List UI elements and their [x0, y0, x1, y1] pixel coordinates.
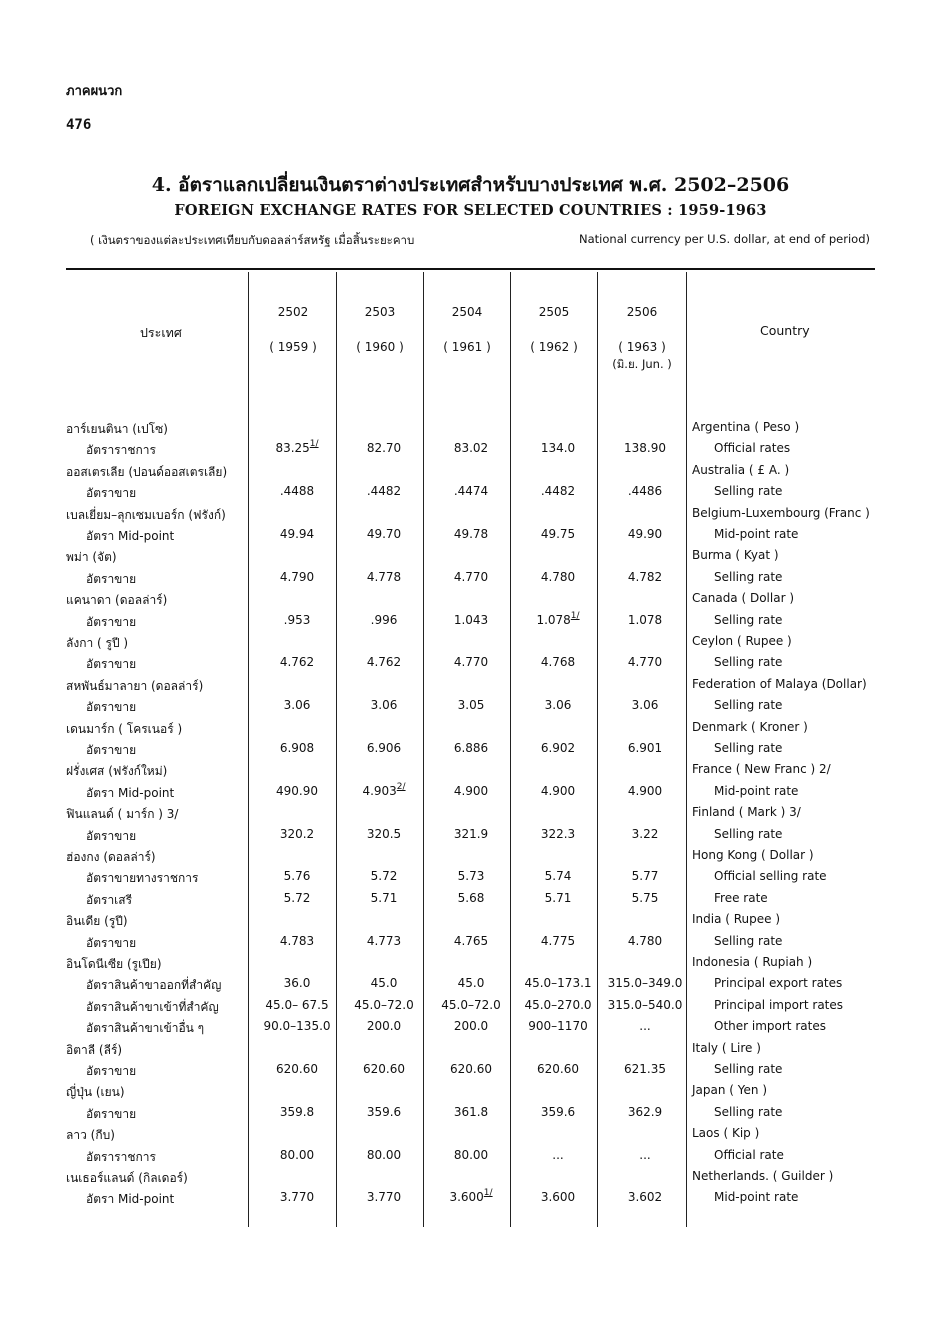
- rate-label-english: Selling rate: [714, 698, 783, 713]
- rate-label-thai: อัตราราชการ: [86, 443, 156, 458]
- country-row: [66, 1083, 875, 1103]
- country-row: [66, 720, 875, 740]
- table-row: [66, 741, 875, 761]
- rate-value: 4.773: [366, 933, 402, 948]
- footnote-marker: 1/: [483, 1188, 493, 1199]
- table-row: [66, 1019, 875, 1039]
- rate-value: 621.35: [624, 1062, 666, 1076]
- country-label-english: Finland ( Mark ) 3/: [692, 805, 801, 820]
- rate-value: 5.71: [370, 890, 398, 905]
- rate-value: 80.00: [366, 1147, 402, 1162]
- rate-value: 45.0: [370, 976, 398, 991]
- rate-value: 900–1170: [528, 1019, 588, 1034]
- country-row: [66, 463, 875, 483]
- rate-label-english: Mid-point rate: [714, 527, 799, 541]
- table-top-rule: [66, 268, 875, 270]
- rate-value: 6.908: [279, 741, 315, 755]
- rate-value: 200.0: [453, 1019, 489, 1034]
- rate-value: 620.60: [537, 1062, 579, 1076]
- rate-value: 4.765: [453, 933, 489, 948]
- rate-label-thai: อัตราราชการ: [86, 1149, 156, 1164]
- country-label-english: Netherlands. ( Guilder ): [692, 1169, 834, 1183]
- country-label-english: Hong Kong ( Dollar ): [692, 848, 814, 862]
- table-row: [66, 1148, 875, 1168]
- country-row: [66, 677, 875, 697]
- country-row: [66, 1041, 875, 1061]
- column-header: 2503 ( 1960 ): [356, 305, 404, 354]
- rate-value: 4.790: [279, 569, 315, 584]
- rate-label-english: Free rate: [714, 890, 768, 905]
- rate-value: 4.783: [279, 933, 315, 948]
- country-label-english: Federation of Malaya (Dollar): [692, 676, 867, 691]
- rate-value: 4.903$^{2/}$: [362, 781, 406, 798]
- country-label-thai: อินเดีย (รูปี): [66, 914, 128, 929]
- table-row: [66, 484, 875, 504]
- rate-value: 45.0–72.0: [354, 997, 414, 1012]
- rate-label-english: Official rate: [714, 1147, 784, 1162]
- header-country-thai: ประเทศ: [140, 325, 182, 340]
- country-row: [66, 1169, 875, 1189]
- table-row: [66, 934, 875, 954]
- rate-label-thai: อัตราขาย: [86, 614, 137, 629]
- rate-value: 4.782: [627, 569, 663, 584]
- rate-value: 315.0–540.0: [607, 997, 683, 1012]
- country-row: [66, 420, 875, 440]
- rate-value: 4.770: [453, 655, 489, 670]
- rate-value: 5.72: [283, 890, 311, 905]
- rate-value: 3.06: [283, 698, 311, 713]
- rate-value: 5.71: [544, 890, 572, 905]
- table-row: [66, 441, 875, 461]
- rate-label-thai: อัตรา Mid-point: [86, 1192, 175, 1207]
- rate-value: 80.00: [279, 1147, 315, 1162]
- rate-label-thai: อัตราสินค้าขาออกที่สำคัญ: [86, 978, 222, 993]
- rate-label-thai: อัตราขาย: [86, 486, 137, 501]
- rate-value: 3.06: [631, 698, 659, 713]
- rate-value: .4474: [453, 484, 489, 499]
- country-row: [66, 591, 875, 611]
- rate-value: 5.77: [631, 869, 659, 884]
- page-number: 476: [66, 117, 92, 133]
- rate-value: .4482: [540, 484, 576, 499]
- rate-label-thai: อัตราขาย: [86, 1106, 137, 1121]
- rate-value: 83.02: [453, 441, 489, 456]
- rate-value: 83.25$^{1/}$: [275, 439, 319, 456]
- rate-value: 5.68: [457, 890, 485, 905]
- country-label-english: Canada ( Dollar ): [692, 591, 795, 606]
- rate-value: .4482: [366, 484, 402, 499]
- country-label-thai: อิตาลี (ลีร์): [66, 1042, 123, 1057]
- rate-label-english: Mid-point rate: [714, 783, 799, 798]
- rate-value: ...: [552, 1147, 564, 1162]
- table-row: [66, 698, 875, 718]
- rate-value: 4.900: [540, 783, 576, 798]
- rate-value: 138.90: [624, 441, 666, 456]
- rate-value: 3.06: [544, 698, 572, 713]
- rate-value: 4.778: [366, 569, 402, 584]
- footnote-marker: 1/: [309, 439, 319, 450]
- country-row: [66, 506, 875, 526]
- country-label-english: Australia ( £ A. ): [692, 462, 790, 477]
- rate-value: 3.770: [279, 1190, 315, 1205]
- country-label-thai: ญี่ปุ่น (เยน): [66, 1085, 125, 1100]
- country-label-english: Belgium-Luxembourg (Franc ): [692, 505, 870, 520]
- country-label-thai: ฝรั่งเศส (ฟรังก์ใหม่): [66, 764, 168, 779]
- rate-label-thai: อัตราขาย: [86, 571, 137, 586]
- rate-value: .953: [283, 612, 311, 627]
- rate-value: 200.0: [366, 1019, 402, 1034]
- rate-value: 1.078: [627, 612, 663, 627]
- rate-value: 6.886: [453, 741, 489, 755]
- table-row: [66, 827, 875, 847]
- table-row: [66, 781, 875, 804]
- rate-value: 4.900: [627, 783, 663, 798]
- rate-value: 4.770: [627, 655, 663, 670]
- rate-value: 4.780: [627, 933, 663, 948]
- rate-label-thai: อัตราขาย: [86, 743, 137, 757]
- rate-label-thai: อัตราขาย: [86, 828, 137, 843]
- rate-value: 49.70: [366, 527, 402, 541]
- country-label-thai: พม่า (จัต): [66, 550, 117, 565]
- column-header: 2502 ( 1959 ): [269, 305, 317, 354]
- table-row: [66, 976, 875, 996]
- rate-label-english: Selling rate: [714, 655, 783, 670]
- rate-value: 320.5: [366, 826, 402, 841]
- rate-value: 3.05: [457, 698, 485, 713]
- country-label-english: Burma ( Kyat ): [692, 548, 779, 563]
- table-row: [66, 610, 875, 633]
- rate-value: 4.780: [540, 569, 576, 584]
- rate-value: .4488: [279, 484, 315, 499]
- country-label-english: India ( Rupee ): [692, 912, 781, 927]
- rate-value: 359.6: [366, 1104, 402, 1119]
- rate-label-thai: อัตรา Mid-point: [86, 785, 175, 800]
- rate-value: 134.0: [540, 441, 576, 456]
- country-row: [66, 634, 875, 654]
- rate-value: 5.75: [631, 890, 659, 905]
- section-header: ภาคผนวก: [66, 84, 123, 99]
- rate-value: 49.90: [627, 527, 663, 541]
- footnote-marker: 1/: [570, 610, 580, 621]
- rate-value: 6.902: [540, 741, 576, 755]
- country-label-english: Denmark ( Kroner ): [692, 719, 808, 734]
- rate-label-thai: อัตราขาย: [86, 700, 137, 715]
- country-label-thai: เนเธอร์แลนด์ (กิลเดอร์): [66, 1171, 188, 1185]
- subtitle: [90, 232, 870, 250]
- country-label-english: France ( New Franc ) 2/: [692, 762, 831, 777]
- rate-value: 4.770: [453, 569, 489, 584]
- rate-value: 362.9: [627, 1104, 663, 1119]
- country-row: [66, 955, 875, 975]
- country-row: [66, 805, 875, 825]
- rate-label-thai: อัตราสินค้าขาเข้าที่สำคัญ: [86, 999, 219, 1014]
- rate-value: .996: [370, 612, 398, 627]
- footnote-marker: 2/: [396, 781, 406, 792]
- rate-value: 620.60: [276, 1062, 318, 1076]
- country-label-thai: ลังกา ( รูปี ): [66, 636, 129, 650]
- table-row: [66, 1105, 875, 1125]
- subtitle-thai: ( เงินตราของแต่ละประเทศเทียบกับดอลล่าร์สหรัฐ เมื่อสิ้นระยะคาบ: [90, 233, 415, 247]
- subtitle-english: National currency per U.S. dollar, at end of period): [579, 232, 870, 246]
- country-row: [66, 848, 875, 868]
- rate-value: 4.762: [279, 655, 315, 670]
- rate-value: 45.0: [457, 976, 485, 991]
- rate-label-thai: อัตราเสรี: [86, 892, 133, 907]
- title-english: FOREIGN EXCHANGE RATES FOR SELECTED COUNTRIES : 1959-1963: [174, 202, 767, 219]
- rate-value: .4486: [627, 484, 663, 499]
- rate-value: 1.078$^{1/}$: [536, 610, 580, 627]
- rate-label-thai: อัตราขายทางราชการ: [86, 871, 199, 886]
- column-header: 2505 ( 1962 ): [530, 305, 578, 354]
- rate-label-english: Selling rate: [714, 484, 783, 499]
- table-row: [66, 1190, 875, 1210]
- rate-value: 322.3: [540, 826, 576, 841]
- rate-label-english: Principal export rates: [714, 976, 843, 991]
- rate-label-english: Selling rate: [714, 826, 783, 841]
- rate-label-thai: อัตราขาย: [86, 1064, 137, 1078]
- country-label-thai: แคนาดา (ดอลล่าร์): [66, 593, 168, 608]
- country-label-thai: ลาว (กีบ): [66, 1128, 115, 1143]
- rate-label-english: Selling rate: [714, 612, 783, 627]
- rate-value: 490.90: [276, 783, 318, 798]
- rate-value: 315.0–349.0: [607, 976, 683, 991]
- rate-value: 5.73: [457, 869, 485, 884]
- country-row: [66, 762, 875, 782]
- country-label-thai: เดนมาร์ก ( โครเนอร์ ): [66, 721, 183, 736]
- table-row: [66, 655, 875, 675]
- rate-value: 4.768: [540, 655, 576, 670]
- country-label-english: Indonesia ( Rupiah ): [692, 955, 813, 969]
- rate-label-english: Official rates: [714, 441, 791, 456]
- rate-value: 1.043: [453, 612, 489, 627]
- rate-label-thai: อัตราสินค้าขาเข้าอื่น ๆ: [86, 1021, 205, 1036]
- country-label-english: Laos ( Kip ): [692, 1126, 760, 1141]
- rate-value: 45.0– 67.5: [265, 997, 329, 1012]
- rate-label-english: Selling rate: [714, 933, 783, 948]
- rate-label-english: Principal import rates: [714, 997, 844, 1012]
- rate-label-english: Selling rate: [714, 1104, 783, 1119]
- country-label-english: Japan ( Yen ): [692, 1083, 767, 1098]
- rate-value: 6.906: [366, 741, 402, 755]
- rate-label-thai: อัตราขาย: [86, 935, 137, 950]
- rate-value: 49.78: [453, 527, 489, 541]
- header-country-english: Country: [760, 323, 810, 338]
- rate-label-thai: อัตรา Mid-point: [86, 529, 175, 543]
- rate-value: 80.00: [453, 1147, 489, 1162]
- rate-label-thai: อัตราขาย: [86, 657, 137, 672]
- rate-value: 5.76: [283, 869, 311, 884]
- rate-label-english: Selling rate: [714, 569, 783, 584]
- table-row: [66, 869, 875, 889]
- rate-label-english: Selling rate: [714, 1062, 783, 1076]
- country-label-thai: อาร์เยนตินา (เปโซ): [66, 422, 168, 436]
- table-row: [66, 570, 875, 590]
- table-row: [66, 891, 875, 911]
- rate-value: 620.60: [363, 1062, 405, 1076]
- rate-label-english: Mid-point rate: [714, 1190, 799, 1205]
- rate-value: 3.600$^{1/}$: [449, 1188, 493, 1205]
- country-label-thai: อินโดนีเซีย (รูเปีย): [66, 957, 162, 971]
- country-row: [66, 548, 875, 568]
- rate-value: 45.0–72.0: [441, 997, 501, 1012]
- country-row: [66, 912, 875, 932]
- rate-value: 320.2: [279, 826, 315, 841]
- rate-value: 359.6: [540, 1104, 576, 1119]
- rate-value: 6.901: [627, 741, 663, 755]
- rate-value: 4.900: [453, 783, 489, 798]
- rate-value: 3.06: [370, 698, 398, 713]
- rate-value: 3.600: [540, 1190, 576, 1205]
- rate-value: 4.762: [366, 655, 402, 670]
- rate-value: 45.0–173.1: [524, 976, 592, 991]
- rate-value: ...: [639, 1147, 651, 1162]
- rate-value: 36.0: [283, 976, 311, 991]
- rate-value: 3.22: [631, 826, 659, 841]
- rate-value: 49.94: [279, 527, 315, 541]
- rate-value: 3.602: [627, 1190, 663, 1205]
- rate-value: 4.775: [540, 933, 576, 948]
- country-label-english: Argentina ( Peso ): [692, 420, 800, 434]
- title-thai: 4. อัตราแลกเปลี่ยนเงินตราต่างประเทศสำหรับบางประเทศ พ.ศ. 2502–2506: [151, 174, 790, 196]
- country-label-english: Italy ( Lire ): [692, 1040, 761, 1055]
- country-label-thai: ฮ่องกง (ดอลล่าร์): [66, 850, 156, 864]
- country-label-thai: ฟินแลนด์ ( มาร์ก ) 3/: [66, 807, 179, 822]
- country-label-thai: ออสเตรเลีย (ปอนด์ออสเตรเลีย): [66, 464, 228, 479]
- country-row: [66, 1126, 875, 1146]
- table-row: [66, 527, 875, 547]
- rate-value: 361.8: [453, 1104, 489, 1119]
- rate-value: 90.0–135.0: [263, 1019, 331, 1034]
- column-header: 2504 ( 1961 ): [443, 305, 491, 354]
- rate-value: 3.770: [366, 1190, 402, 1205]
- rate-value: 45.0–270.0: [524, 997, 592, 1012]
- rate-value: 82.70: [366, 441, 402, 456]
- rate-value: 620.60: [450, 1062, 492, 1076]
- rate-value: 5.74: [544, 869, 572, 884]
- rate-value: 359.8: [279, 1104, 315, 1119]
- rate-label-english: Selling rate: [714, 741, 783, 755]
- table-row: [66, 998, 875, 1018]
- rate-value: ...: [639, 1019, 651, 1034]
- rate-value: 5.72: [370, 869, 398, 884]
- column-header: 2506 ( 1963 ) (มิ.ย. Jun. ): [612, 305, 672, 371]
- rate-label-english: Official selling rate: [714, 869, 827, 884]
- country-label-english: Ceylon ( Rupee ): [692, 634, 792, 648]
- rate-value: 49.75: [540, 527, 576, 541]
- table-row: [66, 1062, 875, 1082]
- country-label-thai: สหพันธ์มาลายา (ดอลล่าร์): [66, 678, 204, 693]
- rate-value: 321.9: [453, 826, 489, 841]
- rate-label-english: Other import rates: [714, 1019, 826, 1034]
- country-label-thai: เบลเยี่ยม–ลุกเซมเบอร์ก (ฟรังก์): [66, 507, 226, 522]
